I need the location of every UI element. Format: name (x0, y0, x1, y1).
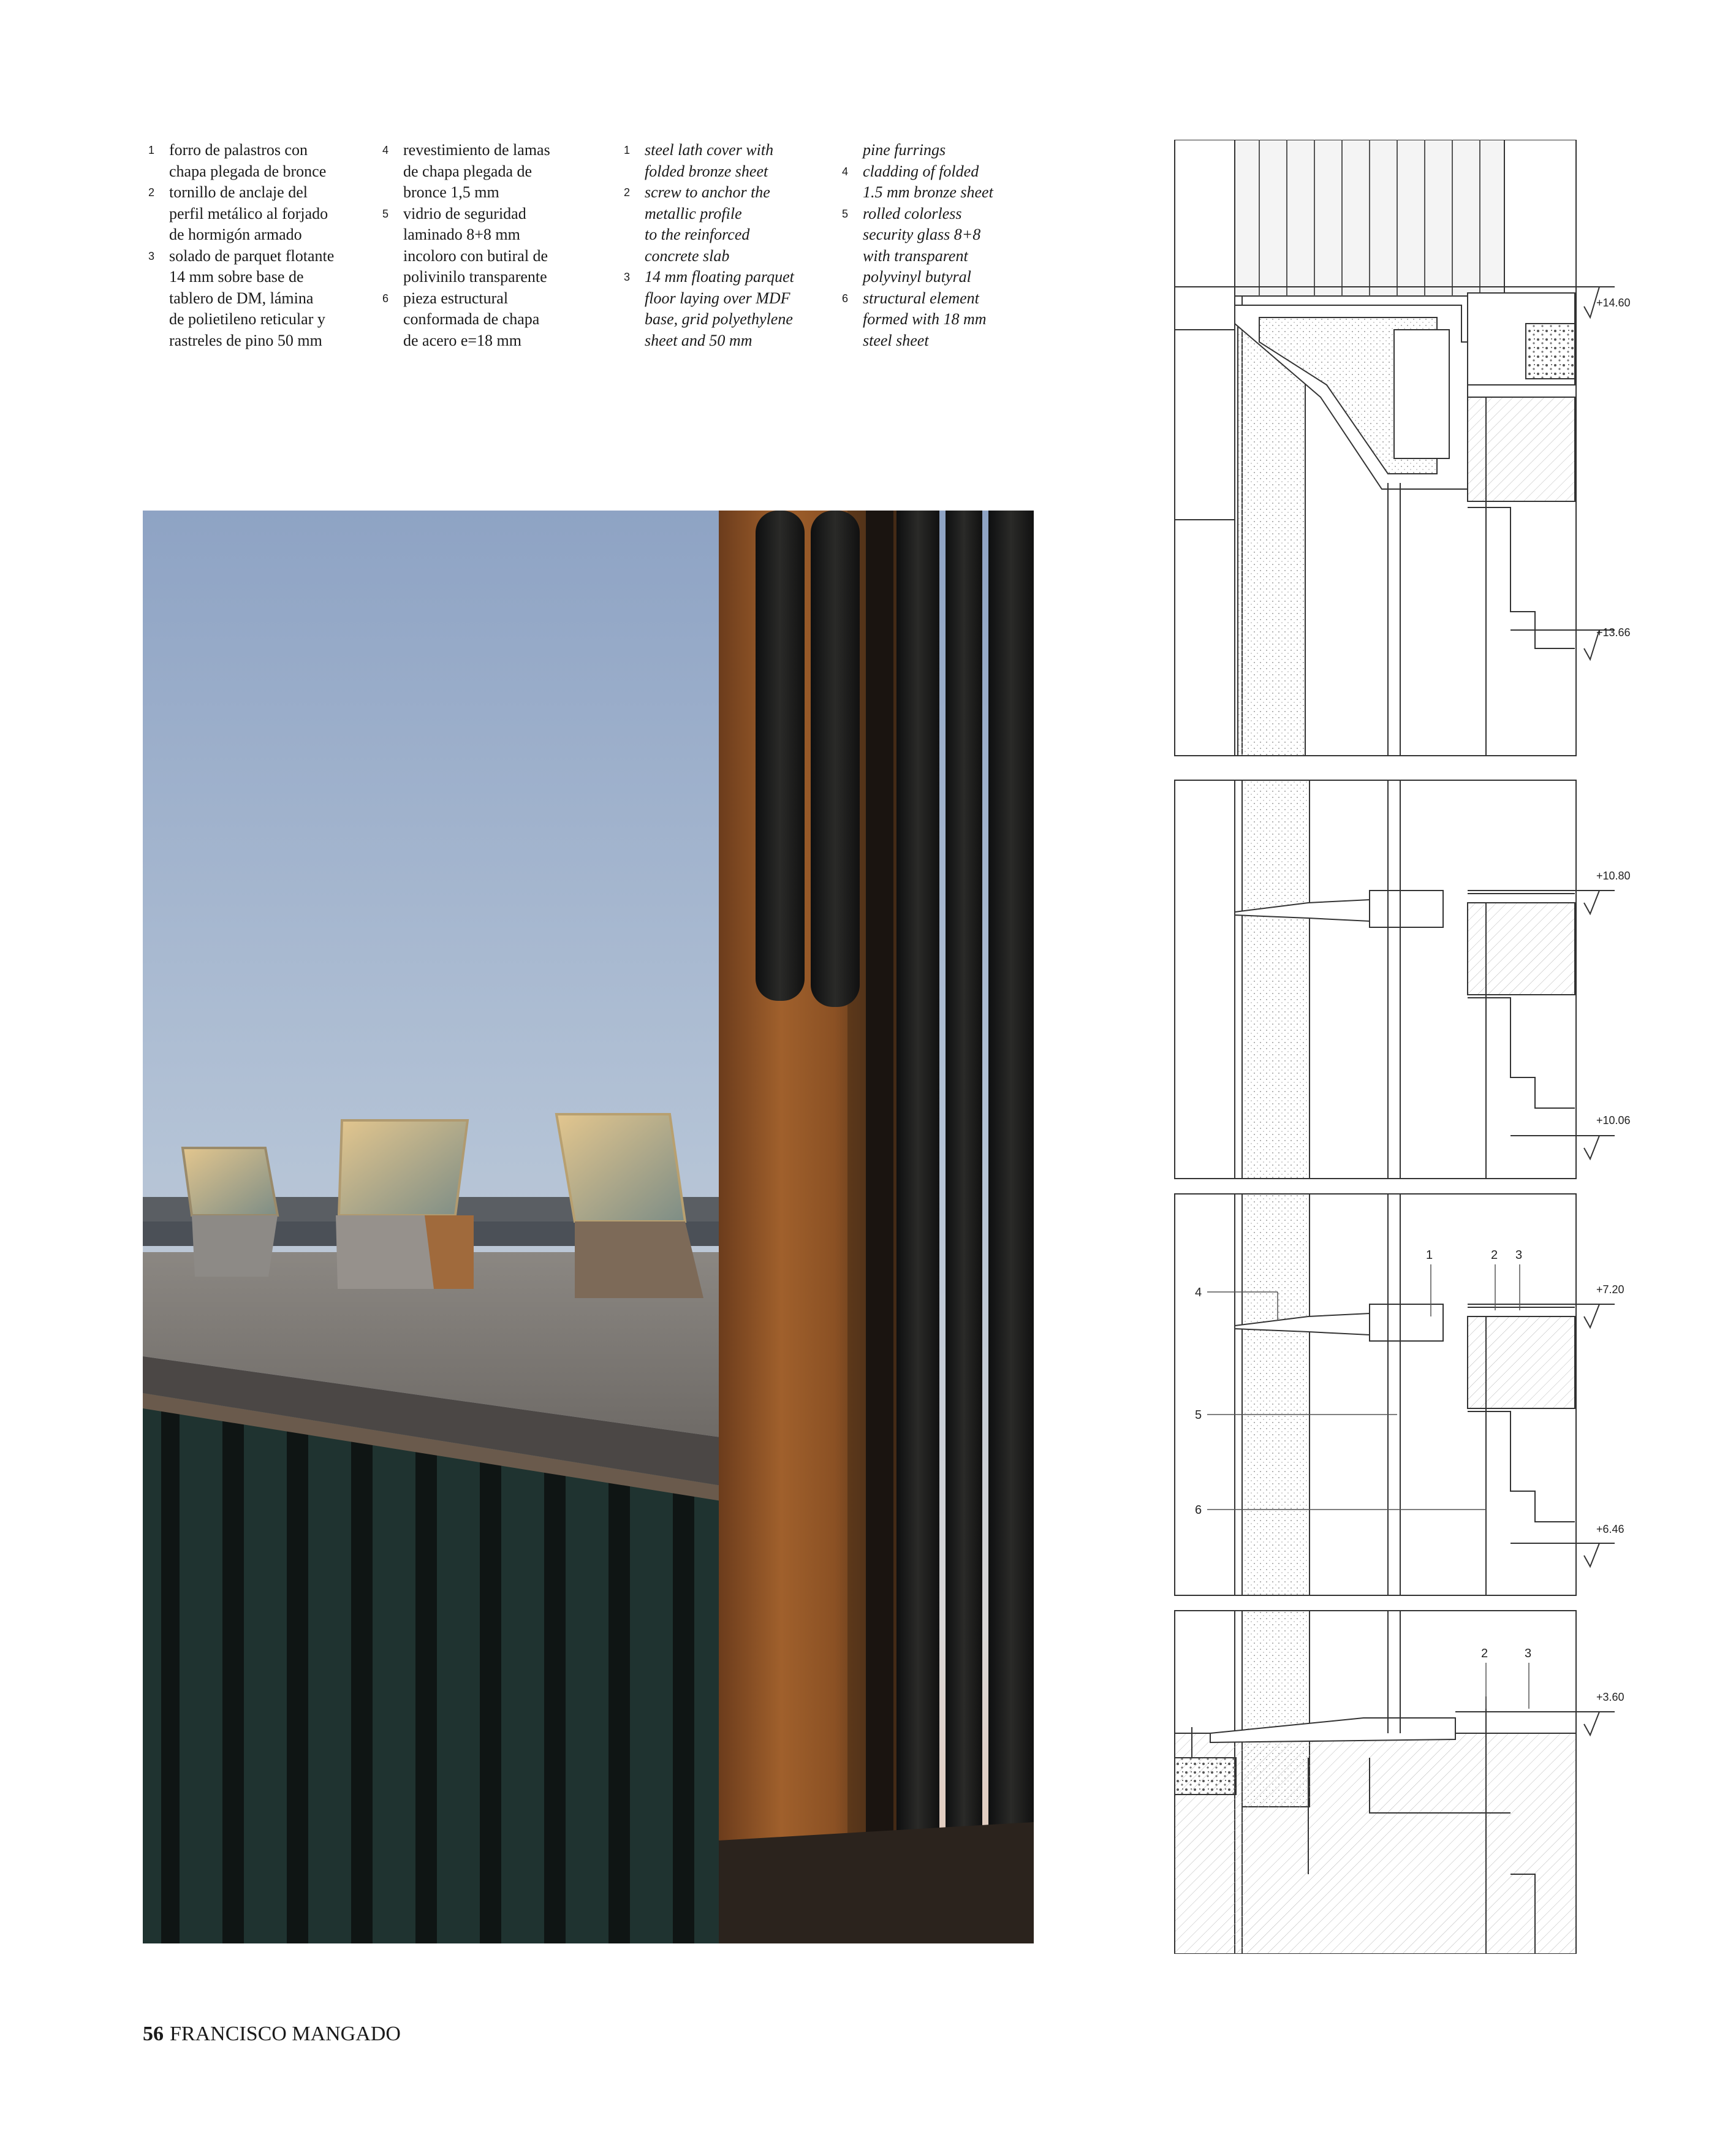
level-label: +10.80 (1596, 870, 1631, 882)
page-footer (143, 2023, 401, 2046)
section-panel-1 (1175, 140, 1615, 756)
level-label: +3.60 (1596, 1691, 1624, 1703)
legend-item-continued: pine furrings (863, 141, 946, 159)
legend-item: 5 rolled colorless security glass 8+8 with transparent polyvinyl butyral (842, 204, 981, 286)
photo-illustration (143, 511, 1034, 1943)
legend-item: 1 forro de palastros con chapa plegada de bronce (148, 141, 327, 180)
callout-number: 3 (1515, 1248, 1523, 1262)
section-drawing-svg (1167, 140, 1670, 1954)
skylight-1 (183, 1148, 278, 1277)
callout-number: 2 (1491, 1248, 1498, 1262)
legend-en-col-2 (842, 140, 993, 351)
construction-section-drawings (1167, 140, 1670, 1954)
section-panel-2 (1175, 780, 1615, 1179)
legend-en-col-1 (624, 140, 794, 351)
callout-number: 6 (1195, 1503, 1202, 1517)
level-label: +6.46 (1596, 1523, 1624, 1535)
section-panel-4 (1175, 1611, 1615, 1954)
legend-item: 3 solado de parquet flotante 14 mm sobre base de tablero de DM, lámina de polietileno reticular y rastreles de pino 50 mm (148, 246, 335, 349)
legend-item: 4 cladding of folded 1.5 mm bronze sheet (842, 162, 993, 201)
callout-number: 1 (1426, 1248, 1433, 1262)
level-label: +7.20 (1596, 1283, 1624, 1296)
legend-item: 2 tornillo de anclaje del perfil metálico al forjado de hormigón armado (148, 183, 328, 243)
legend-item: 6 pieza estructural conformada de chapa de acero e=18 mm (382, 289, 540, 349)
legend-item: 6 structural element formed with 18 mm steel sheet (842, 289, 987, 349)
running-title: FRANCISCO MANGADO (170, 2023, 401, 2045)
legend-item: 2 screw to anchor the metallic profile to the reinforced concrete slab (624, 183, 770, 265)
callout-number: 2 (1481, 1647, 1488, 1660)
callout-number: 3 (1525, 1647, 1532, 1660)
legend-es-col-1 (148, 140, 334, 351)
legend-item: 3 14 mm floating parquet floor laying over MDF base, grid polyethylene sheet and 50 mm (624, 268, 794, 349)
page-number: 56 (143, 2023, 164, 2045)
facade-photograph (143, 511, 1034, 1943)
legend-item: 1 steel lath cover with folded bronze sheet (624, 141, 774, 180)
legend-item: 5 vidrio de seguridad laminado 8+8 mm incoloro con butiral de polivinilo transparente (382, 204, 548, 286)
section-panel-3 (1175, 1194, 1615, 1595)
level-label: +14.60 (1596, 297, 1631, 309)
level-label: +10.06 (1596, 1114, 1631, 1126)
callout-number: 4 (1195, 1286, 1202, 1299)
legend-es-col-2 (382, 140, 550, 351)
level-label: +13.66 (1596, 626, 1631, 639)
legend-item: 4 revestimiento de lamas de chapa plegada de bronce 1,5 mm (382, 141, 550, 201)
skylight-2 (336, 1120, 474, 1289)
callout-number: 5 (1195, 1408, 1202, 1422)
